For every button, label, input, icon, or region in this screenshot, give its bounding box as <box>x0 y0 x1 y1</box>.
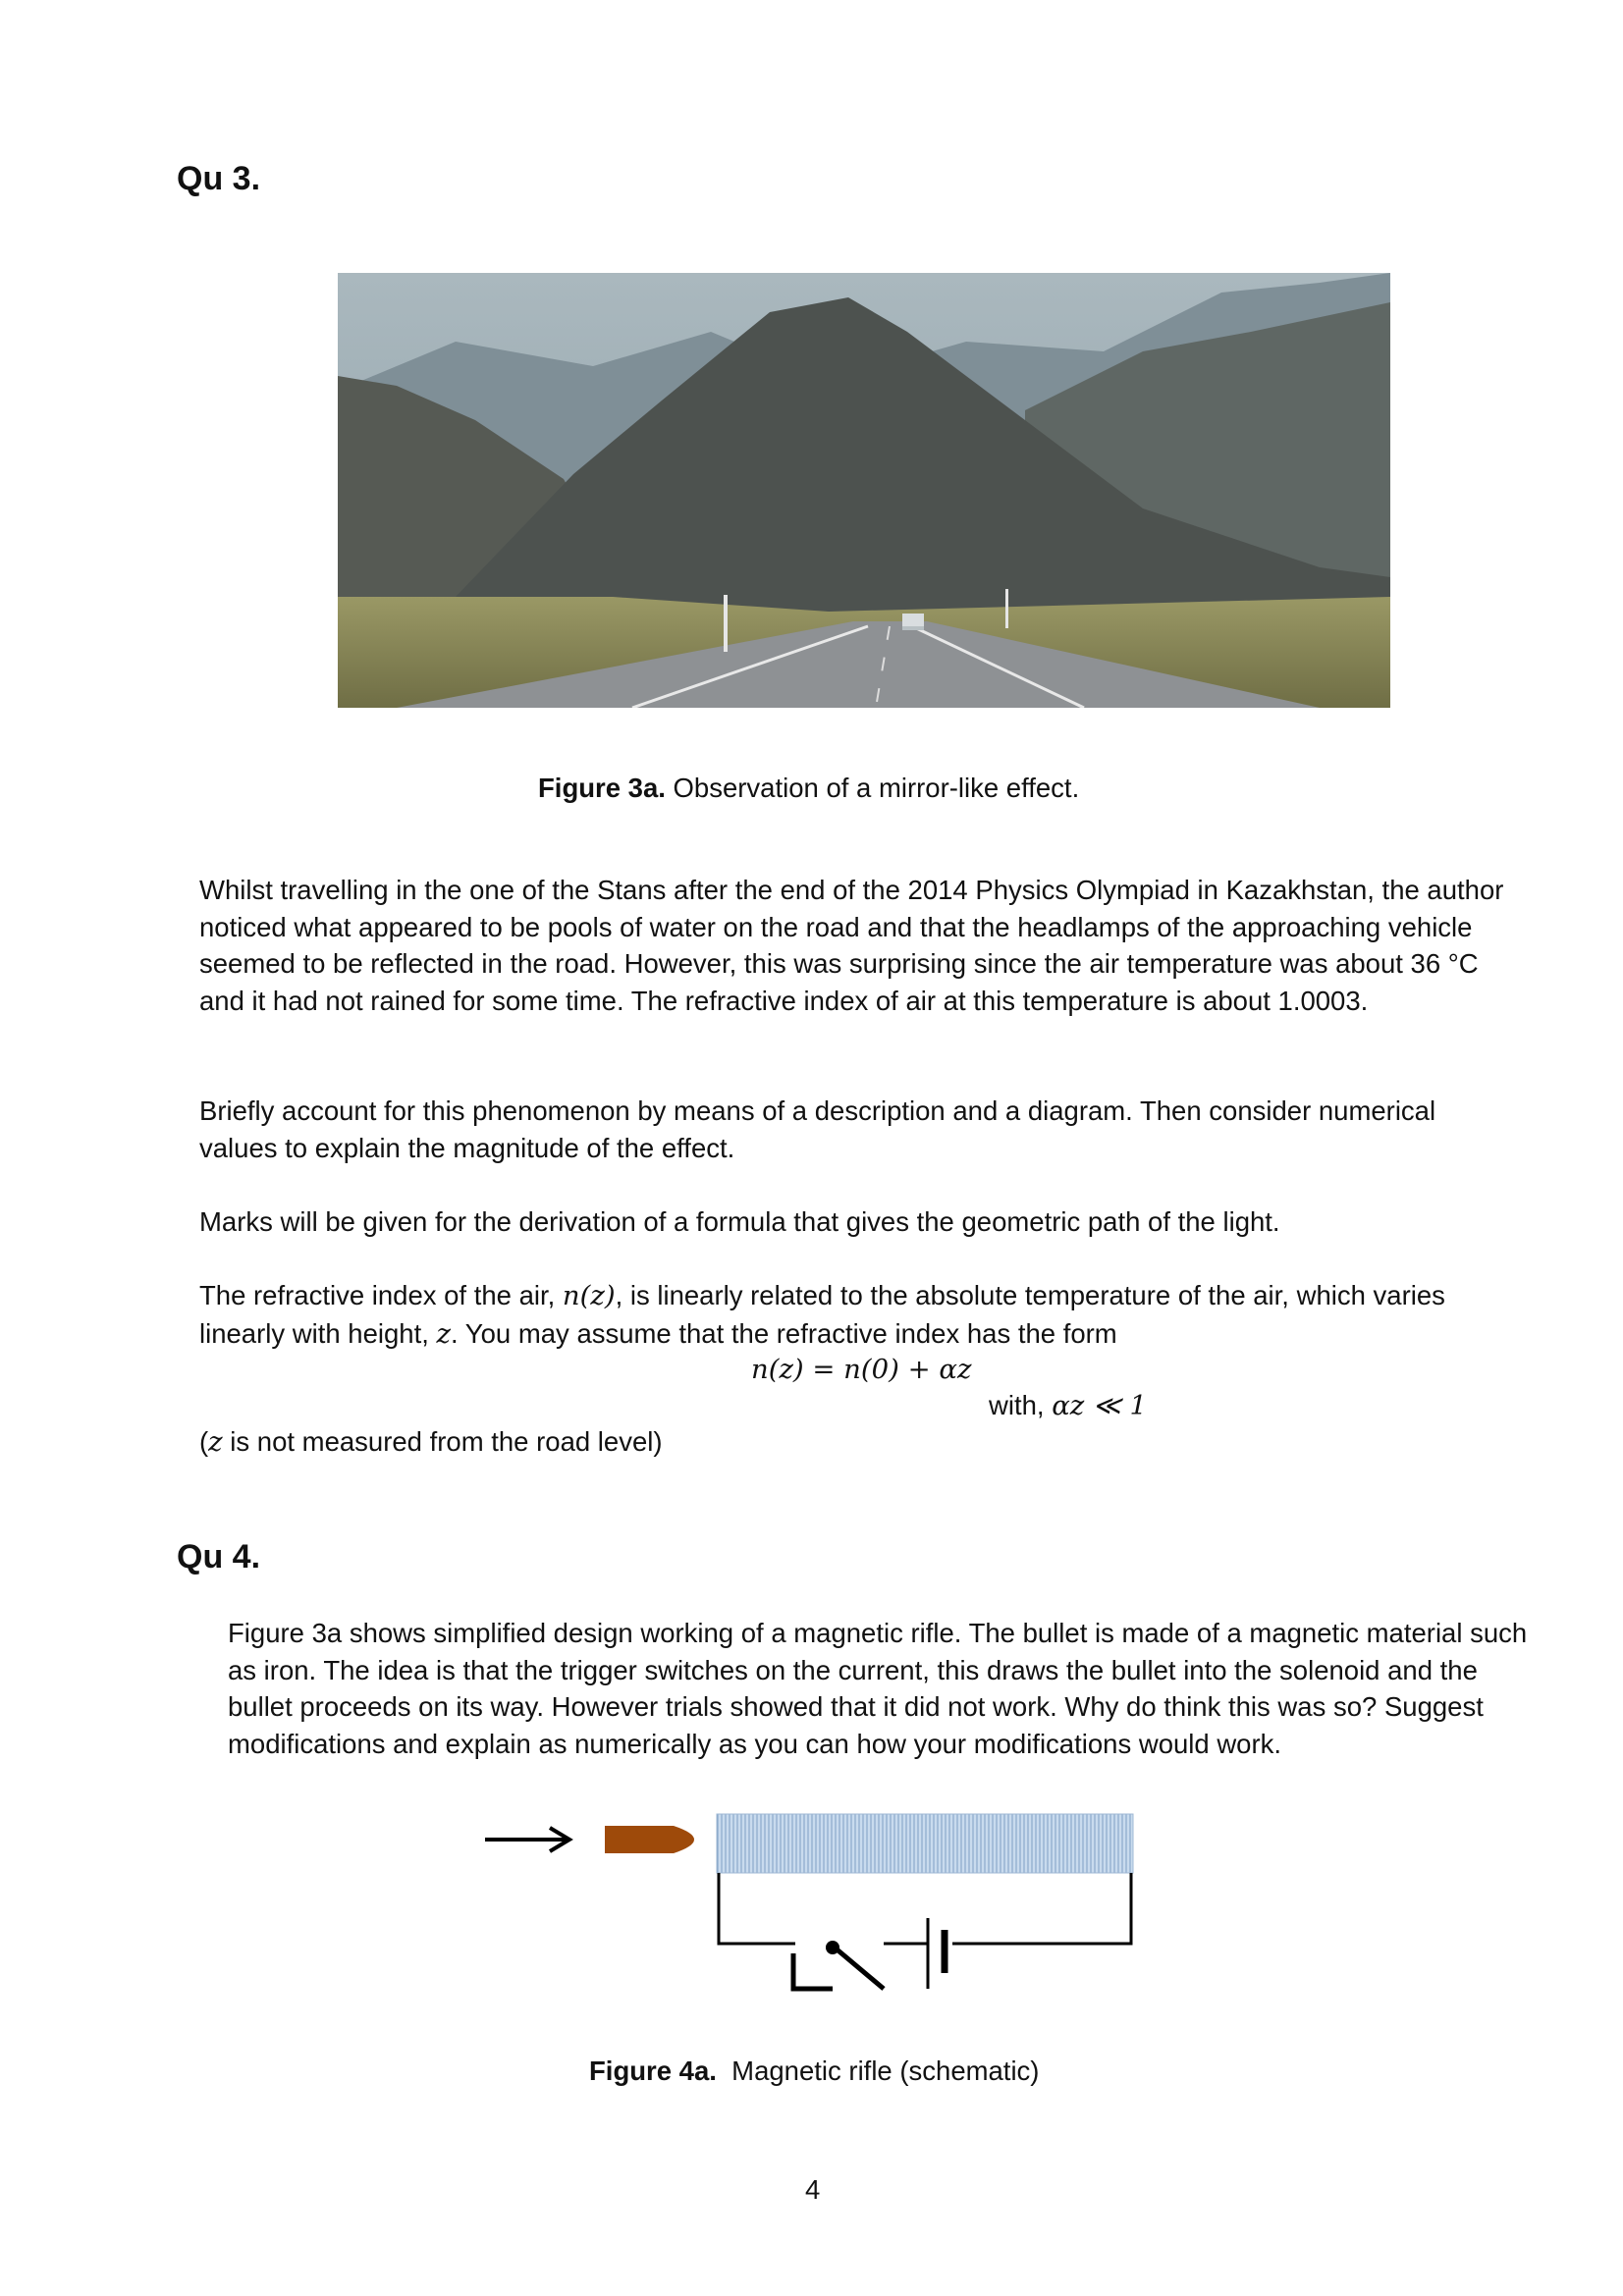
note-rest: is not measured from the road level) <box>222 1426 663 1457</box>
para4-text-b: , is linearly related to the absolute temperature of the air, which varies linearly with height, <box>199 1280 1445 1349</box>
qu3-paragraph-3: Marks will be given for the derivation of a formula that gives the geometric path of the light. <box>199 1206 1280 1237</box>
page-number: 4 <box>805 2174 821 2205</box>
qu3-paragraph-1: Whilst travelling in the one of the Stans after the end of the 2014 Physics Olympiad in Kazakhstan, the author noticed what appeared to be pools of water on the road and that the headlamps of the approaching vehicle seemed to be reflected in the road. However, this was surprising since the air temperature was about 36 °C and it had not rained for some time. The refractive index of air at this temperature is about 1.0003. <box>199 875 1504 1016</box>
note-z: z <box>208 1426 223 1458</box>
z-reference-note <box>199 1423 663 1462</box>
qu4-paragraph: Figure 3a shows simplified design working of a magnetic rifle. The bullet is made of a magnetic material such as iron. The idea is that the trigger switches on the current, this draws the bullet into the solenoid and the bullet proceeds on its way. However trials showed that it did not work. Why do think this was so? Suggest modifications and explain as numerically as you can how your modifications would work. <box>228 1618 1528 1759</box>
figure-4a-text: Magnetic rifle (schematic) <box>716 2056 1040 2086</box>
trigger-switch <box>793 1941 884 1989</box>
figure-3a-text: Observation of a mirror-like effect. <box>665 773 1080 803</box>
equation-condition <box>989 1387 1147 1425</box>
solenoid-coil <box>717 1814 1133 1873</box>
direction-arrow <box>485 1828 569 1851</box>
circuit-wires <box>719 1873 1131 1944</box>
battery <box>884 1918 945 1989</box>
figure-3a-label: Figure 3a. <box>538 773 666 803</box>
approaching-car <box>902 614 924 626</box>
condition-label: with, <box>989 1390 1053 1420</box>
para4-n-of-z: n(z) <box>562 1280 616 1311</box>
mirage-road-photo <box>338 273 1390 708</box>
magnetic-rifle-schematic <box>481 1796 1149 2022</box>
para4-text-c: . You may assume that the refractive index has the form <box>451 1317 1117 1349</box>
figure-4a-label: Figure 4a. <box>589 2056 717 2086</box>
question-4-heading: Qu 4. <box>177 1538 261 1575</box>
question-3-heading: Qu 3. <box>177 160 261 197</box>
qu3-paragraph-2: Briefly account for this phenomenon by means of a description and a diagram. Then consider numerical values to explain the magnitude of the effect. <box>199 1095 1436 1163</box>
qu3-paragraph-4 <box>199 1277 1515 1353</box>
refractive-index-equation: n(z) = n(0) + αz <box>751 1354 972 1385</box>
condition-math: αz ≪ 1 <box>1052 1390 1148 1421</box>
note-open-paren: ( <box>199 1426 209 1457</box>
figure-4a-caption <box>589 2056 1039 2087</box>
para4-text-a: The refractive index of the air, <box>199 1280 563 1310</box>
figure-3a-caption <box>538 773 1079 804</box>
bullet <box>605 1826 694 1853</box>
para4-z: z <box>436 1317 452 1350</box>
